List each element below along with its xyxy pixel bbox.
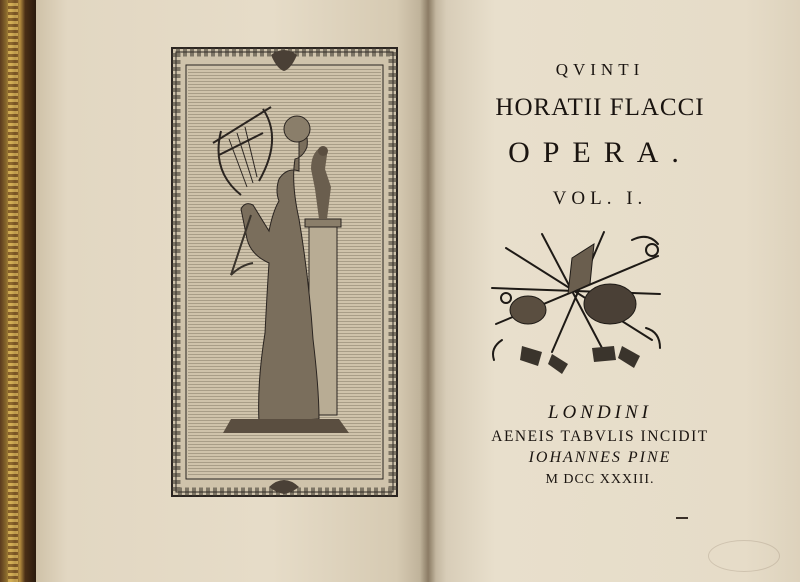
printer-mark [676, 517, 688, 519]
instruments-trophy-vignette [482, 228, 672, 376]
imprint-engraving-credit: AENEIS TABVLIS INCIDIT [491, 428, 709, 445]
book-gutter [420, 0, 436, 582]
frontispiece-engraving [171, 47, 398, 497]
imprint-engraver-name: IOHANNES PINE [528, 449, 672, 466]
imprint-place: LONDINI [547, 402, 652, 423]
book-spine [0, 0, 36, 582]
title-line-opera: OPERA. [508, 136, 692, 169]
title-line-horatii-flacci: HORATII FLACCI [495, 94, 705, 121]
faded-library-stamp [708, 540, 780, 572]
title-line-quinti: QVINTI [555, 60, 645, 79]
title-line-volume: VOL. I. [552, 188, 648, 209]
imprint-date: M DCC XXXIII. [545, 472, 655, 487]
